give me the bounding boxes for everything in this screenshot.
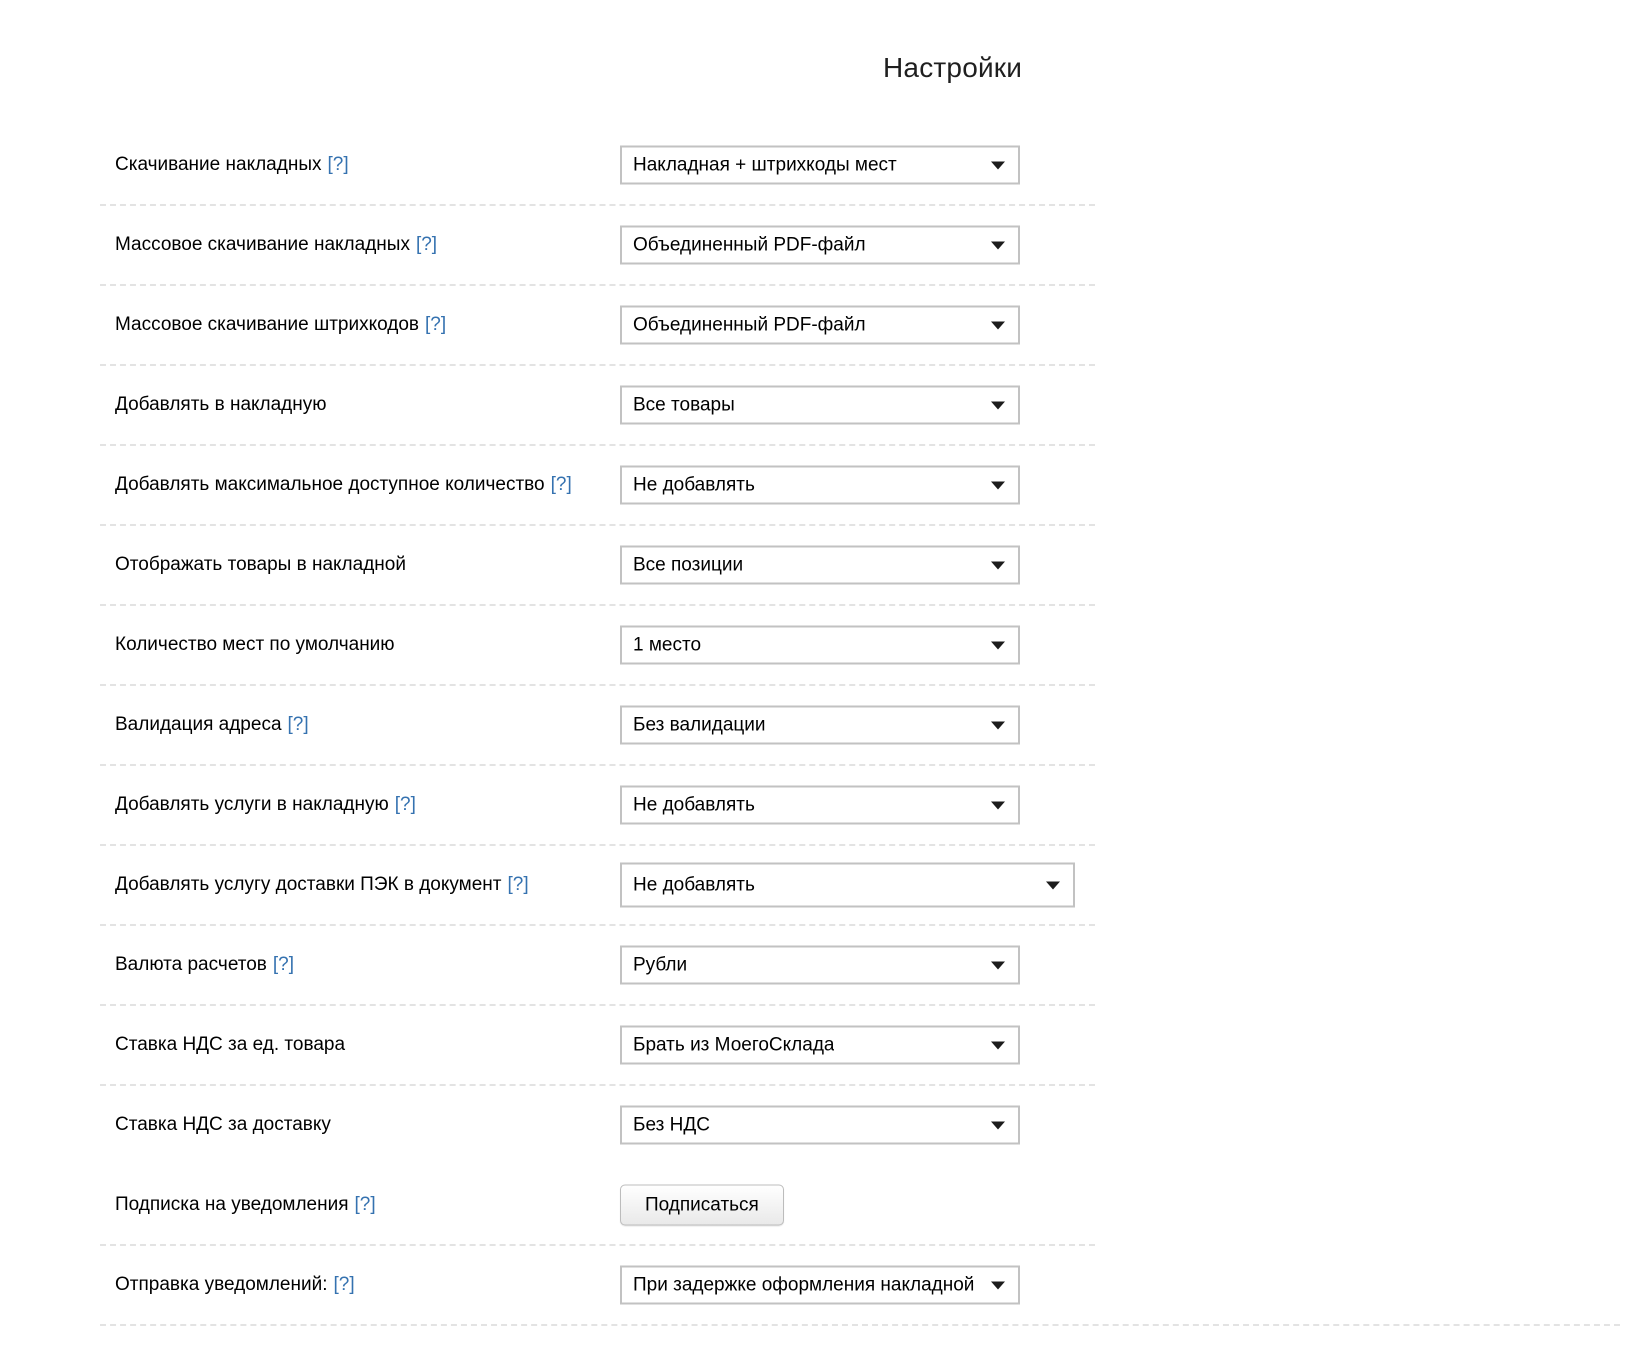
- help-link[interactable]: [?]: [287, 714, 309, 735]
- setting-control: [620, 1026, 1020, 1065]
- help-link[interactable]: [?]: [415, 234, 438, 255]
- bulk-download-waybills-select[interactable]: [620, 226, 1020, 265]
- setting-label-text: Скачивание накладных: [115, 154, 322, 175]
- setting-control: [620, 863, 1075, 908]
- setting-label: [115, 154, 349, 176]
- setting-label: [115, 794, 416, 816]
- select-value: Не добавлять: [633, 474, 755, 495]
- settings-row-subscribe: [0, 1165, 1650, 1245]
- dropdown-arrow-icon: [991, 641, 1005, 649]
- select-value: Не добавлять: [633, 874, 755, 895]
- setting-control: [620, 1106, 1020, 1145]
- dropdown-arrow-icon: [991, 1281, 1005, 1289]
- select-value: Без НДС: [633, 1114, 710, 1135]
- currency-select[interactable]: [620, 946, 1020, 985]
- settings-row-currency: [0, 925, 1650, 1005]
- default-places-count-select[interactable]: [620, 626, 1020, 665]
- dropdown-arrow-icon: [1046, 881, 1060, 889]
- setting-label: [115, 474, 572, 496]
- settings-row-notifications-sending: [0, 1245, 1650, 1325]
- dropdown-arrow-icon: [991, 241, 1005, 249]
- setting-label: [115, 874, 529, 896]
- settings-row-add-max-quantity: [0, 445, 1650, 525]
- select-value: 1 место: [633, 634, 702, 655]
- help-link[interactable]: [?]: [507, 874, 529, 895]
- setting-label-text: Подписка на уведомления: [115, 1194, 349, 1215]
- download-waybill-select[interactable]: [620, 146, 1020, 185]
- display-items-select[interactable]: [620, 546, 1020, 585]
- dropdown-arrow-icon: [991, 401, 1005, 409]
- dropdown-arrow-icon: [991, 481, 1005, 489]
- setting-label-text: Отображать товары в накладной: [115, 554, 406, 575]
- setting-label: [115, 394, 327, 416]
- setting-control: [620, 306, 1020, 345]
- settings-row-add-to-waybill: [0, 365, 1650, 445]
- dropdown-arrow-icon: [991, 961, 1005, 969]
- setting-label: [115, 634, 395, 656]
- setting-control: [620, 1185, 784, 1226]
- help-link[interactable]: [?]: [327, 154, 349, 175]
- settings-row-vat-rate-delivery: [0, 1085, 1650, 1165]
- dropdown-arrow-icon: [991, 561, 1005, 569]
- setting-label-text: Количество мест по умолчанию: [115, 634, 395, 655]
- subscribe-button[interactable]: Подписаться: [620, 1185, 784, 1226]
- select-value: Все товары: [633, 394, 735, 415]
- setting-label: [115, 1274, 355, 1296]
- settings-row-pek-delivery-service: [0, 845, 1650, 925]
- select-value: При задержке оформления накладной: [633, 1274, 975, 1295]
- bulk-download-barcodes-select[interactable]: [620, 306, 1020, 345]
- setting-label: [115, 234, 437, 256]
- add-services-select[interactable]: [620, 786, 1020, 825]
- help-link[interactable]: [?]: [394, 794, 416, 815]
- setting-label: [115, 1194, 376, 1216]
- setting-label-text: Массовое скачивание накладных: [115, 234, 410, 255]
- dropdown-arrow-icon: [991, 801, 1005, 809]
- setting-label-text: Отправка уведомлений:: [115, 1274, 328, 1295]
- dropdown-arrow-icon: [991, 1041, 1005, 1049]
- setting-label-text: Валидация адреса: [115, 714, 282, 735]
- select-value: Не добавлять: [633, 794, 755, 815]
- help-link[interactable]: [?]: [272, 954, 295, 975]
- vat-rate-delivery-select[interactable]: [620, 1106, 1020, 1145]
- setting-control: [620, 466, 1020, 505]
- setting-label-text: Ставка НДС за ед. товара: [115, 1034, 346, 1055]
- setting-control: [620, 546, 1020, 585]
- setting-label: [115, 1114, 331, 1136]
- select-value: Объединенный PDF-файл: [633, 234, 866, 255]
- help-link[interactable]: [?]: [550, 474, 572, 495]
- settings-row-default-places-count: [0, 605, 1650, 685]
- select-value: Брать из МоегоСклада: [633, 1034, 835, 1055]
- setting-label-text: Добавлять услуги в накладную: [115, 794, 389, 815]
- setting-label: [115, 714, 309, 736]
- settings-row-vat-rate-item: [0, 1005, 1650, 1085]
- dropdown-arrow-icon: [991, 321, 1005, 329]
- settings-row-address-validation: [0, 685, 1650, 765]
- settings-row-bulk-download-barcodes: [0, 285, 1650, 365]
- pek-delivery-service-select[interactable]: [620, 863, 1075, 908]
- help-link[interactable]: [?]: [333, 1274, 355, 1295]
- dropdown-arrow-icon: [991, 161, 1005, 169]
- setting-label: [115, 554, 406, 576]
- setting-control: [620, 706, 1020, 745]
- address-validation-select[interactable]: [620, 706, 1020, 745]
- add-to-waybill-select[interactable]: [620, 386, 1020, 425]
- vat-rate-item-select[interactable]: [620, 1026, 1020, 1065]
- setting-label-text: Ставка НДС за доставку: [115, 1114, 331, 1135]
- help-link[interactable]: [?]: [425, 314, 447, 335]
- add-max-quantity-select[interactable]: [620, 466, 1020, 505]
- setting-label: [115, 1034, 345, 1056]
- page-title: Настройки: [883, 52, 1023, 83]
- dropdown-arrow-icon: [991, 721, 1005, 729]
- setting-label: [115, 954, 294, 976]
- settings-row-bulk-download-waybills: [0, 205, 1650, 285]
- select-value: Без валидации: [633, 714, 766, 735]
- help-link[interactable]: [?]: [354, 1194, 376, 1215]
- settings-row-add-services: [0, 765, 1650, 845]
- select-value: Накладная + штрихкоды мест: [633, 154, 897, 175]
- setting-control: [620, 1266, 1020, 1305]
- settings-row-display-items: [0, 525, 1650, 605]
- select-value: Рубли: [633, 954, 688, 975]
- setting-control: [620, 786, 1020, 825]
- select-value: Объединенный PDF-файл: [633, 314, 866, 335]
- setting-label-text: Добавлять услугу доставки ПЭК в документ: [115, 874, 502, 895]
- setting-control: [620, 626, 1020, 665]
- setting-label: [115, 314, 446, 336]
- setting-label-text: Массовое скачивание штрихкодов: [115, 314, 420, 335]
- setting-control: [620, 386, 1020, 425]
- setting-control: [620, 946, 1020, 985]
- dropdown-arrow-icon: [991, 1121, 1005, 1129]
- setting-label-text: Валюта расчетов: [115, 954, 267, 975]
- setting-label-text: Добавлять максимальное доступное количество: [115, 474, 545, 495]
- setting-control: [620, 226, 1020, 265]
- notifications-sending-select[interactable]: [620, 1266, 1020, 1305]
- settings-row-download-waybill: [0, 125, 1650, 205]
- select-value: Все позиции: [633, 554, 744, 575]
- setting-control: [620, 146, 1020, 185]
- settings-form: [0, 125, 1650, 1325]
- setting-label-text: Добавлять в накладную: [115, 394, 327, 415]
